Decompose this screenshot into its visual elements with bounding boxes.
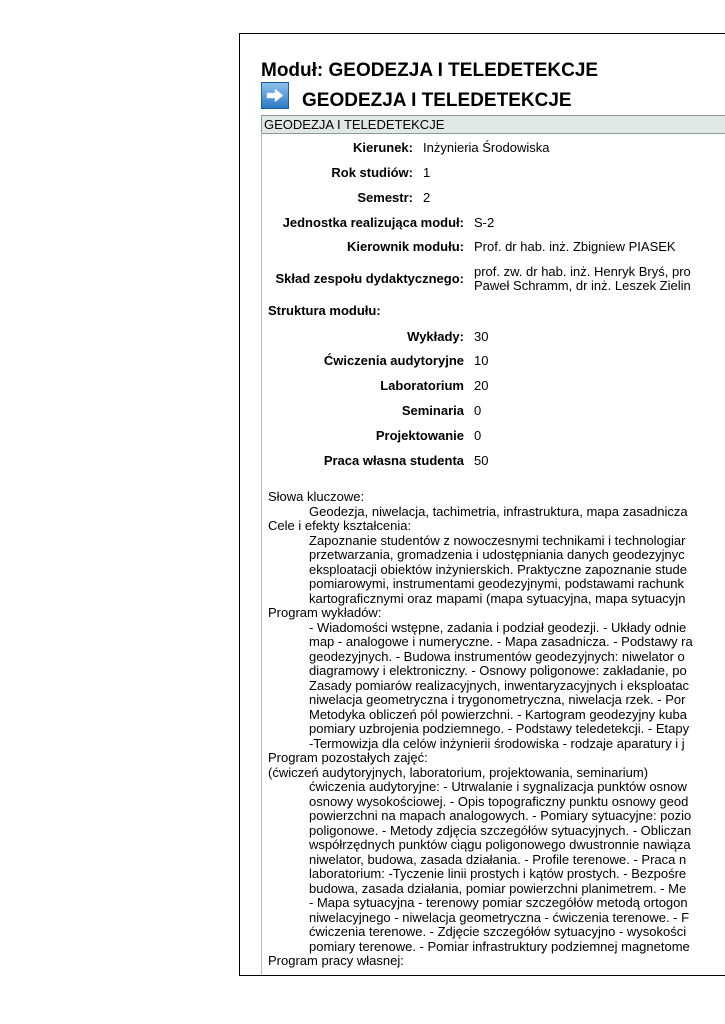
description-line: - Mapa sytuacyjna - terenowy pomiar szczegółów metodą ortogon: [309, 895, 688, 910]
wyklady-label: Wykłady:: [407, 329, 464, 344]
section-label: Program pozostałych zajęć:: [268, 750, 428, 765]
description-line: Metodyka obliczeń pól powierzchni. - Kartogram geodezyjny kuba: [309, 706, 687, 722]
section-label: Słowa kluczowe:: [268, 489, 365, 504]
description-line: współrzędnych punktów ciągu poligonowego dwustronnie nawiąza: [309, 837, 691, 852]
cwiczenia-value: 10: [474, 353, 489, 368]
rok-studiow-value: 1: [423, 165, 431, 180]
section-label: (ćwiczeń audytoryjnych, laboratorium, projektowania, seminarium): [268, 764, 649, 780]
description-line: eksploatacji obiektów inżynierskich. Praktyczne zapoznanie stude: [309, 561, 687, 577]
semestr-value: 2: [423, 190, 431, 205]
description-line: map - analogowe i numeryczne. - Mapa zasadnicza. - Podstawy ra: [309, 634, 693, 649]
module-name: GEODEZJA I TELEDETEKCJE: [302, 90, 572, 111]
wyklady-value: 30: [474, 329, 489, 344]
description-line: powierzchni na mapach analogowych. - Pomiary sytuacyjne: pozio: [309, 808, 692, 823]
description-line: pomiary uzbrojenia podziemnego. - Podstawy teledetekcji. - Etapy: [309, 721, 690, 736]
laboratorium-value: 20: [474, 378, 489, 393]
description-line: kartograficznymi oraz mapami (mapa sytuacyjna, mapa sytuacyjn: [309, 590, 686, 606]
module-description: [268, 490, 693, 969]
struktura-heading: Struktura modułu:: [268, 303, 381, 318]
jednostka-label: Jednostka realizująca moduł:: [282, 215, 464, 230]
sklad-value-line-2: Paweł Schramm, dr inż. Leszek Zielin: [474, 278, 691, 293]
rok-studiow-label: Rok studiów:: [331, 165, 413, 180]
description-line: laboratorium: -Tyczenie linii prostych i kątów prostych. - Bezpośre: [309, 866, 687, 881]
description-line: geodezyjnych. - Budowa instrumentów geodezyjnych: niwelator o: [309, 648, 685, 664]
kierownik-value: Prof. dr hab. inż. Zbigniew PIASEK: [474, 239, 676, 254]
description-line: ćwiczenia audytoryjne: - Utrwalanie i sygnalizacja punktów osnow: [309, 779, 687, 794]
projektowanie-value: 0: [474, 428, 482, 443]
semestr-label: Semestr:: [357, 190, 413, 205]
description-line: niwelacja geometryczna i trygonometryczna, niwelacja rzek. - Por: [309, 692, 686, 707]
description-line: -Termowizja dla celów inżynierii środowiska - rodzaje aparatury i j: [309, 735, 685, 751]
jednostka-value: S-2: [474, 215, 495, 230]
projektowanie-label: Projektowanie: [375, 428, 464, 443]
description-line: - Wiadomości wstępne, zadania i podział geodezji. - Układy odnie: [309, 619, 687, 635]
seminaria-value: 0: [474, 403, 482, 418]
section-label: Program wykładów:: [268, 605, 382, 620]
section-label: Program pracy własnej:: [268, 953, 404, 968]
module-name-bar: GEODEZJA I TELEDETEKCJE: [261, 115, 725, 134]
description-line: diagramowy i elektroniczny. - Osnowy poligonowe: zakładanie, po: [309, 663, 687, 678]
description-line: Zapoznanie studentów z nowoczesnymi technikami i technologiar: [309, 532, 686, 548]
cwiczenia-label: Ćwiczenia audytoryjne: [323, 353, 464, 368]
arrow-right-icon[interactable]: [261, 82, 289, 109]
description-line: przetwarzania, gromadzenia i udostępniania danych geodezyjnyc: [309, 547, 685, 562]
description-line: niwelator, budowa, zasada działania. - Profile terenowe. - Praca n: [309, 851, 687, 867]
sklad-label: Skład zespołu dydaktycznego:: [275, 271, 464, 286]
description-line: niwelacyjnego - niwelacja geometryczna - ćwiczenia terenowe. - F: [309, 909, 690, 925]
description-line: pomiary terenowe. - Pomiar infrastruktury podziemnej magnetome: [309, 938, 690, 954]
praca-wlasna-value: 50: [474, 453, 489, 468]
kierownik-label: Kierownik modułu:: [347, 239, 464, 254]
description-line: budowa, zasada działania, pomiar powierzchni planimetrem. - Me: [309, 880, 687, 896]
sklad-value-line-1: prof. zw. dr hab. inż. Henryk Bryś, pro: [474, 264, 691, 279]
description-line: poligonowe. - Metody zdjęcia szczegółów sytuacyjnych. - Obliczan: [309, 822, 692, 838]
document-page: [239, 33, 725, 976]
description-line: osnowy wysokościowej. - Opis topograficzny punktu osnowy geod: [309, 793, 689, 809]
description-line: ćwiczenia terenowe. - Zdjęcie szczegółów sytuacyjno - wysokości: [309, 924, 687, 939]
section-label: Cele i efekty kształcenia:: [268, 518, 412, 533]
description-line: Geodezja, niwelacja, tachimetria, infrastruktura, mapa zasadnicza: [309, 503, 688, 519]
praca-wlasna-label: Praca własna studenta: [323, 453, 464, 468]
description-line: pomiarowymi, instrumentami geodezyjnymi, podstawami rachunk: [309, 576, 684, 591]
module-title: Moduł: GEODEZJA I TELEDETEKCJE: [261, 60, 599, 81]
seminaria-label: Seminaria: [401, 403, 464, 418]
kierunek-value: Inżynieria Środowiska: [423, 140, 550, 155]
kierunek-label: Kierunek:: [353, 140, 413, 155]
laboratorium-label: Laboratorium: [380, 378, 464, 393]
description-line: Zasady pomiarów realizacyjnych, inwentaryzacyjnych i eksploatac: [309, 677, 690, 693]
